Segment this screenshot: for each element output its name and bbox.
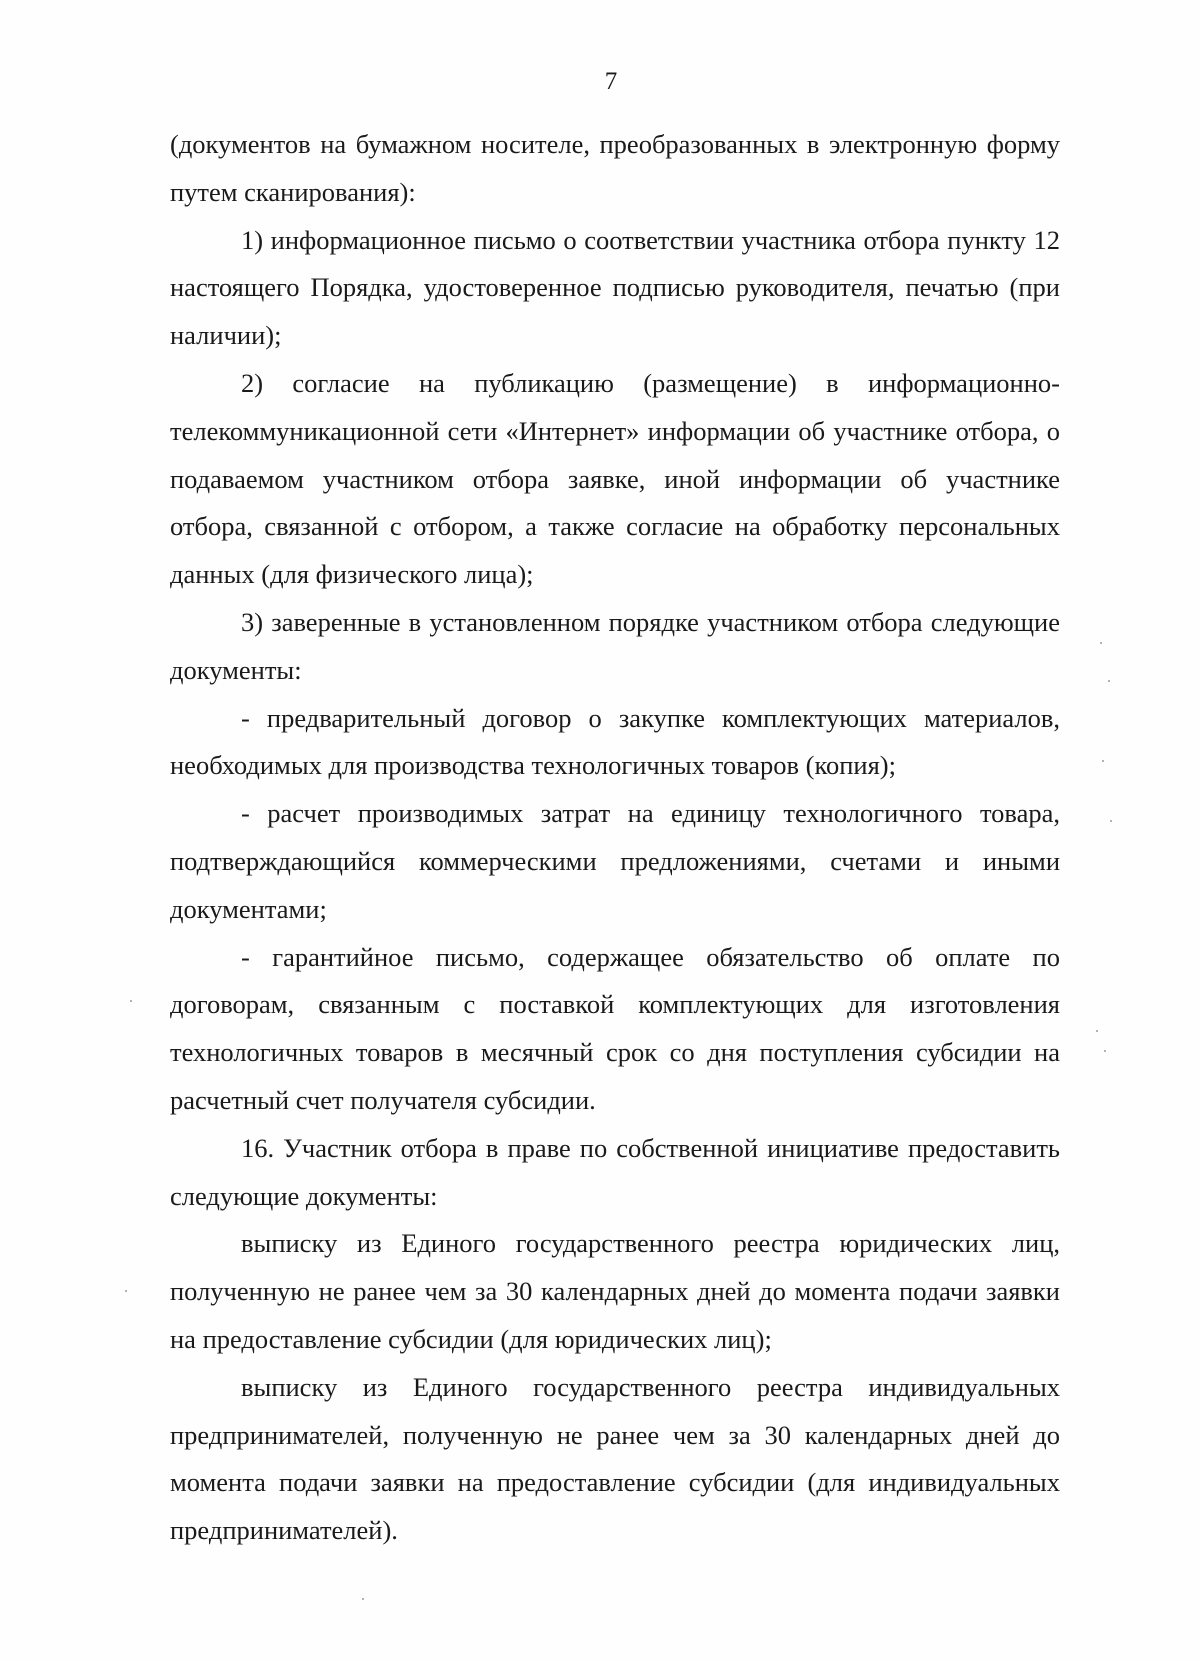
scan-speck	[1100, 642, 1102, 644]
document-body	[170, 121, 1060, 1555]
scan-speck	[362, 1598, 364, 1600]
paragraph-item-3: 3) заверенные в установленном порядке участником отбора следующие документы:	[170, 606, 1060, 685]
scan-speck	[1104, 1050, 1106, 1052]
paragraph-continuation: (документов на бумажном носителе, преобразованных в электронную форму путем сканирования):	[170, 129, 1060, 207]
paragraph-section-16: 16. Участник отбора в праве по собственной инициативе предоставить следующие документы:	[170, 1132, 1060, 1211]
scan-speck	[1110, 820, 1112, 822]
paragraph-egrip-extract: выписку из Единого государственного реестра индивидуальных предпринимателей, полученную не ранее чем за 30 календарных дней до момента подачи заявки на предоставление субсидии (для индивидуальных предпринимателей).	[170, 1371, 1060, 1546]
paragraph-bullet-cost-calc: - расчет производимых затрат на единицу технологичного товара, подтверждающийся коммерческими предложениями, счетами и иными документами;	[170, 798, 1060, 924]
scan-speck	[1096, 1030, 1098, 1032]
page-number: 7	[604, 68, 618, 95]
scan-speck	[1108, 680, 1110, 682]
scan-speck	[1102, 760, 1104, 762]
paragraph-bullet-guarantee: - гарантийное письмо, содержащее обязательство об оплате по договорам, связанным с поставкой комплектующих для изготовления технологичных товаров в месячный срок со дня поступления субсидии на расчетный счет получателя субсидии.	[170, 941, 1060, 1115]
scan-speck	[130, 1000, 132, 1002]
paragraph-item-2: 2) согласие на публикацию (размещение) в информационно-телекоммуникационной сети «Интернет» информации об участнике отбора, о подаваемом участником отбора заявке, иной информации об участнике отбора, связанной с отбором, а также согласие на обработку персональных данных (для физического лица);	[170, 367, 1060, 590]
paragraph-item-1: 1) информационное письмо о соответствии участника отбора пункту 12 настоящего Порядка, удостоверенное подписью руководителя, печатью (при наличии);	[170, 224, 1060, 351]
scan-speck	[125, 1290, 127, 1292]
paragraph-bullet-contract: - предварительный договор о закупке комплектующих материалов, необходимых для производства технологичных товаров (копия);	[170, 702, 1060, 781]
paragraph-egrul-extract: выписку из Единого государственного реестра юридических лиц, полученную не ранее чем за 30 календарных дней до момента подачи заявки на предоставление субсидии (для юридических лиц);	[170, 1228, 1060, 1354]
